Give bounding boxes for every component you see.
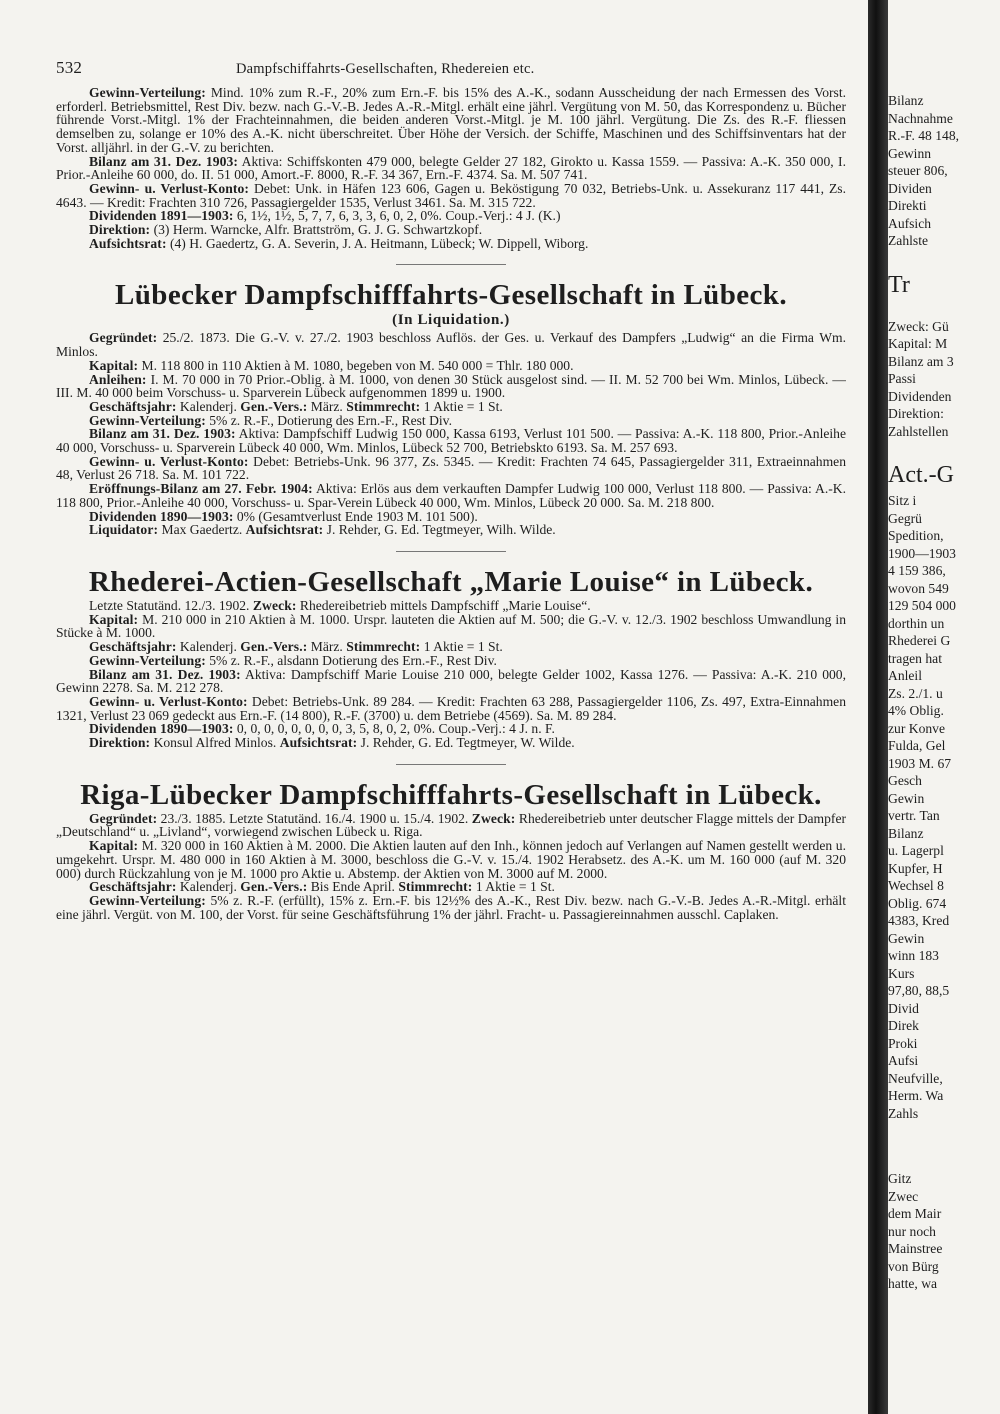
field-text: Aktiva: Schiffskonten 479 000, belegte Gelder 27 182, Girokto u. Kassa 1559. — Passiva: A.-K. 350 000, I. Prior.-Anleihe 60 000, do. II. 51 000, Amort.-F. 8000, R.-F. 34 367, Ern.-F. 4374. Sa. M. 507 741. bbox=[56, 153, 846, 183]
field-text: Mind. 10% zum R.-F., 20% zum Ern.-F. bis 15% des A.-K., sodann Ausscheidung der nach Ermessen des Vorst. erforderl. Betriebsmittel, Rest Div. bezw. nach G.-V.-B. Jedes A.-R.-Mitgl. erhält eine jährl. Vergütung von M. 50, das Korrespondenz u. Bücher führende Vorst.-Mitgl. 1% der Frachteinnahmen, die beiden anderen Vorst.-Mitgl. je M. 100 jährl. Vergütung. Die Zs. des R.-F. fliessen demselben zu, solange er 10% des A.-K. nicht überschreitet. Über Höhe der Versich. der Schiffe, Maschinen und des Schiffsinventars hat der Vorst. alljährl. in der G.-V. zu berichten. bbox=[56, 85, 846, 155]
entry-paragraph bbox=[56, 414, 846, 428]
field-label: Gewinn-Verteilung: bbox=[89, 652, 206, 668]
entry-paragraph bbox=[56, 237, 846, 251]
adjacent-line: tragen hat bbox=[888, 650, 942, 666]
adjacent-line: Kurs bbox=[888, 965, 915, 981]
field-text: 1 Aktie = 1 St. bbox=[420, 398, 503, 414]
field-label: Gen.-Vers.: bbox=[240, 879, 308, 895]
field-label: Kapital: bbox=[89, 611, 139, 627]
company-subtitle: (In Liquidation.) bbox=[392, 312, 510, 329]
field-label: Geschäftsjahr: bbox=[89, 398, 177, 414]
field-label: Dividenden 1890—1903: bbox=[89, 508, 234, 524]
adjacent-line: Dividen bbox=[888, 180, 932, 196]
adjacent-line: Sitz i bbox=[888, 493, 917, 508]
adjacent-line: Gewin bbox=[888, 930, 925, 946]
field-text: Letzte Statutänd. 12./3. 1902. bbox=[89, 597, 250, 613]
adjacent-line: winn 183 bbox=[888, 948, 939, 963]
adjacent-line: Zahlstellen bbox=[888, 423, 949, 439]
adjacent-line: steuer 806, bbox=[888, 163, 948, 178]
adjacent-line: Bilanz am 3 bbox=[888, 353, 954, 369]
adjacent-line: 1900—1903 bbox=[888, 545, 956, 561]
field-text: Konsul Alfred Minlos. bbox=[150, 735, 277, 751]
adjacent-line: Gewin bbox=[888, 790, 925, 806]
field-text: 5% z. R.-F. (erfüllt), 15% z. Ern.-F. bis 12½% des A.-K., Rest Div. bezw. nach G.-V.-B. Jedes A.-R.-Mitgl. erhält eine jährl. Vergüt. von M. 100, der Vorst. für seine Geschäftsführung 1% der jährl. Fracht- u. Passagiereinnahmen ausschl. Caplaken. bbox=[56, 892, 846, 922]
entry-paragraph bbox=[56, 455, 846, 482]
field-label: Direktion: bbox=[89, 735, 151, 751]
field-label: Bilanz am 31. Dez. 1903: bbox=[89, 153, 239, 169]
field-label: Dividenden 1890—1903: bbox=[89, 721, 234, 737]
adjacent-line: Bilanz bbox=[888, 825, 924, 841]
entry-paragraph bbox=[56, 894, 846, 921]
entry-paragraph bbox=[56, 523, 846, 537]
adjacent-line: 4% Oblig. bbox=[888, 703, 944, 718]
field-text: Kalenderj. bbox=[176, 398, 237, 414]
field-text: 5% z. R.-F., alsdann Dotierung des Ern.-F., Rest Div. bbox=[205, 652, 497, 668]
field-label: Bilanz am 31. Dez. 1903: bbox=[89, 426, 236, 442]
field-text: (3) Herm. Warncke, Alfr. Brattström, G. J. G. Schwartzkopf. bbox=[150, 222, 483, 238]
field-label: Direktion: bbox=[89, 222, 151, 238]
field-text: 23./3. 1885. Letzte Statutänd. 16./4. 1900 u. 15./4. 1902. bbox=[157, 810, 469, 826]
field-label: Zweck: bbox=[471, 810, 516, 826]
adjacent-line: Zahls bbox=[888, 1105, 919, 1121]
adjacent-line: Aufsich bbox=[888, 215, 932, 231]
running-head: Dampfschiffahrts-Gesellschaften, Rhedereien etc. bbox=[236, 61, 535, 77]
entry-paragraph bbox=[56, 654, 846, 668]
field-text: Debet: Unk. in Häfen 123 606, Gagen u. Beköstigung 70 032, Betriebs-Unk. u. Assekuranz 117 441, Zs. 4643. — Kredit: Frachten 310 726, Passagiergelder 1535, Verlust 3461. Sa. M. 315 722. bbox=[56, 180, 846, 210]
field-text: J. Rehder, G. Ed. Tegtmeyer, Wilh. Wilde. bbox=[323, 522, 556, 538]
field-text: 6, 1½, 1½, 5, 7, 7, 6, 3, 3, 6, 0, 2, 0%. Coup.-Verj.: 4 J. (K.) bbox=[233, 208, 561, 224]
field-text: 5% z. R.-F., Dotierung des Ern.-F., Rest Div. bbox=[205, 412, 452, 428]
adjacent-gap bbox=[888, 250, 1000, 266]
entry-paragraph bbox=[56, 209, 846, 223]
adjacent-line: Gitz bbox=[888, 1171, 912, 1186]
field-text: März. bbox=[307, 398, 343, 414]
field-label: Geschäftsjahr: bbox=[89, 639, 177, 655]
entry-paragraph bbox=[56, 331, 846, 358]
page-number: 532 bbox=[56, 58, 83, 77]
adjacent-line: von Bürg bbox=[888, 1258, 939, 1274]
sections bbox=[56, 264, 846, 921]
field-label: Gen.-Vers.: bbox=[240, 639, 308, 655]
adjacent-line: Neufville, bbox=[888, 1070, 943, 1086]
field-text: Rhedereibetrieb mittels Dampfschiff „Marie Louise“. bbox=[296, 597, 591, 613]
adjacent-gap bbox=[888, 1154, 1000, 1170]
entry-paragraph bbox=[56, 223, 846, 237]
adjacent-line: Rhederei G bbox=[888, 633, 951, 648]
field-label: Gewinn- u. Verlust-Konto: bbox=[89, 693, 248, 709]
adjacent-line: Proki bbox=[888, 1035, 918, 1051]
adjacent-line: Passi bbox=[888, 371, 916, 386]
adjacent-line: Gesch bbox=[888, 773, 922, 788]
field-label: Liquidator: bbox=[89, 522, 159, 538]
continuation-entry bbox=[56, 86, 846, 250]
adjacent-line: Fulda, Gel bbox=[888, 738, 946, 753]
field-text: M. 320 000 in 160 Aktien à M. 2000. Die Aktien lauten auf den Inh., können jedoch auf Verlangen auf Namen gestellt werden u. umgekehrt. Urspr. M. 480 000 in 160 Aktien à M. 3000, beschloss die G.-V. v. 15./4. 1902 Herabsetz. des A.-K. um M. 160 000 (auf M. 320 000) durch Rückzahlung von je M. 1000 pro Aktie u. Abstemp. der Aktien von M. 3000 auf M. 2000. bbox=[56, 838, 846, 881]
adjacent-line: 4 159 386, bbox=[888, 563, 946, 578]
adjacent-line: Direktion: bbox=[888, 406, 944, 421]
field-text: Aktiva: Dampfschiff Marie Louise 210 000, belegte Gelder 1002, Kassa 1276. — Passiva: A.-K. 210 000, Gewinn 2278. Sa. M. 212 278. bbox=[56, 666, 846, 696]
entry-paragraph bbox=[56, 359, 846, 373]
adjacent-line: 4383, Kred bbox=[888, 913, 950, 928]
field-text: Aktiva: Erlös aus dem verkauften Dampfer Ludwig 100 000, Verlust 118 800. — Passiva: A.-K. 118 800, Prior.-Anleihe 40 000, Vorschuss- u. Spar-Verein Lübeck 40 000, Wm. Minlos, Lübeck 20 000. Sa. M. 218 800. bbox=[56, 481, 846, 510]
field-label: Stimmrecht: bbox=[398, 879, 473, 895]
adjacent-line: Gegrü bbox=[888, 510, 922, 526]
adjacent-page-fragment bbox=[888, 92, 1000, 1414]
adjacent-line: nur noch bbox=[888, 1223, 936, 1239]
adjacent-line: zur Konve bbox=[888, 720, 945, 736]
adjacent-line: Dividenden bbox=[888, 388, 952, 404]
field-label: Kapital: bbox=[89, 838, 139, 854]
field-label: Gegründet: bbox=[89, 330, 158, 346]
entry-paragraph bbox=[56, 482, 846, 509]
field-text: 0, 0, 0, 0, 0, 0, 0, 0, 3, 5, 8, 0, 2, 0%. Coup.-Verj.: 4 J. n. F. bbox=[233, 721, 555, 737]
field-text: März. bbox=[307, 639, 343, 655]
entry-paragraph bbox=[56, 400, 846, 414]
adjacent-line: Gewinn bbox=[888, 145, 932, 161]
company-entry bbox=[56, 778, 846, 922]
entry-paragraph bbox=[56, 613, 846, 640]
adjacent-line: u. Lagerpl bbox=[888, 843, 944, 858]
adjacent-gap bbox=[888, 302, 1000, 318]
adjacent-line: Divid bbox=[888, 1000, 919, 1016]
entry-paragraph bbox=[56, 510, 846, 524]
main-column bbox=[56, 58, 846, 1408]
adjacent-line: Herm. Wa bbox=[888, 1088, 944, 1103]
field-label: Gewinn-Verteilung: bbox=[89, 412, 206, 428]
field-label: Stimmrecht: bbox=[346, 639, 421, 655]
field-label: Dividenden 1891—1903: bbox=[89, 208, 234, 224]
adjacent-line: Mainstree bbox=[888, 1241, 943, 1256]
adjacent-line: Nachnahme bbox=[888, 110, 953, 126]
field-label: Gen.-Vers.: bbox=[240, 398, 308, 414]
adjacent-line: Kapital: M bbox=[888, 336, 948, 351]
company-title: Rhederei-Actien-Gesellschaft „Marie Louise“ in Lübeck. bbox=[88, 565, 814, 598]
adjacent-line: Oblig. 674 bbox=[888, 895, 947, 911]
field-text: M. 118 800 in 110 Aktien à M. 1080, begeben von M. 540 000 = Thlr. 180 000. bbox=[138, 357, 574, 373]
adjacent-line: 97,80, 88,5 bbox=[888, 983, 950, 998]
adjacent-line: Zweck: Gü bbox=[888, 318, 949, 334]
entry-paragraph bbox=[56, 155, 846, 182]
field-label: Gewinn-Verteilung: bbox=[89, 85, 206, 100]
adjacent-line: Aufsi bbox=[888, 1053, 919, 1068]
entry-paragraph bbox=[56, 86, 846, 155]
adjacent-line: Direk bbox=[888, 1018, 919, 1033]
adjacent-gap bbox=[888, 440, 1000, 456]
field-text: 1 Aktie = 1 St. bbox=[420, 639, 503, 655]
entry-paragraph bbox=[56, 640, 846, 654]
field-label: Zweck: bbox=[252, 597, 297, 613]
section-divider bbox=[396, 764, 506, 765]
field-text: 1 Aktie = 1 St. bbox=[472, 879, 555, 895]
field-label: Aufsichtsrat: bbox=[89, 235, 167, 251]
field-text: 25./2. 1873. Die G.-V. v. 27./2. 1903 beschloss Auflös. der Ges. u. Verkauf des Dampfers „Ludwig“ an die Firma Wm. Minlos. bbox=[56, 330, 846, 360]
adjacent-line: Zahlste bbox=[888, 233, 929, 248]
field-text: Debet: Betriebs-Unk. 89 284. — Kredit: Frachten 63 288, Passagiergelder 1106, Zs. 497, Extra-Einnahmen 1321, Verlust 23 069 gedeckt aus Ern.-F. (14 800), R.-F. (3700) u. dem Betriebe (4569). Sa. M. 89 284. bbox=[56, 693, 846, 723]
field-text: I. M. 70 000 in 70 Prior.-Oblig. à M. 1000, von denen 30 Stück ausgelost sind. — II. M. 52 700 bei Wm. Minlos, Lübeck. — III. M. 40 000 beim Vorschuss- u. Sparverein Lübeck aufgenommen 1899 u. 1900. bbox=[56, 371, 846, 401]
entry-paragraph bbox=[56, 722, 846, 736]
field-label: Eröffnungs-Bilanz am 27. Febr. 1904: bbox=[89, 481, 313, 497]
company-entry bbox=[56, 565, 846, 750]
adjacent-line: Bilanz bbox=[888, 93, 924, 108]
field-text: 0% (Gesamtverlust Ende 1903 M. 101 500). bbox=[233, 508, 478, 524]
company-title: Lübecker Dampfschifffahrts-Gesellschaft in Lübeck. bbox=[115, 279, 787, 312]
field-label: Gegründet: bbox=[89, 810, 158, 826]
company-entry bbox=[56, 278, 846, 537]
adjacent-line: Act.-G bbox=[888, 462, 954, 488]
page-header bbox=[56, 58, 846, 86]
adjacent-line: 129 504 000 bbox=[888, 598, 956, 613]
field-label: Gewinn- u. Verlust-Konto: bbox=[89, 180, 250, 196]
entry-paragraph bbox=[56, 812, 846, 839]
adjacent-line: Direkti bbox=[888, 198, 927, 213]
adjacent-line: 1903 M. 67 bbox=[888, 755, 952, 771]
field-label: Gewinn- u. Verlust-Konto: bbox=[89, 453, 249, 469]
adjacent-line: dem Mair bbox=[888, 1206, 942, 1221]
adjacent-line: Zwec bbox=[888, 1188, 919, 1204]
field-label: Aufsichtsrat: bbox=[245, 522, 324, 538]
field-text: Kalenderj. bbox=[176, 879, 237, 895]
entry-paragraph bbox=[56, 599, 846, 613]
adjacent-line: Wechsel 8 bbox=[888, 878, 944, 893]
section-divider bbox=[396, 551, 506, 552]
adjacent-line: Kupfer, H bbox=[888, 860, 943, 876]
field-text: Debet: Betriebs-Unk. 96 377, Zs. 5345. — Kredit: Frachten 74 645, Passagiergelder 311, Extraeinnahmen 48, Verlust 26 718. Sa. M. 101 722. bbox=[56, 453, 846, 483]
adjacent-line: Spedition, bbox=[888, 528, 944, 543]
entry-paragraph bbox=[56, 695, 846, 722]
field-label: Bilanz am 31. Dez. 1903: bbox=[89, 666, 241, 682]
field-text: M. 210 000 in 210 Aktien à M. 1000. Urspr. lauteten die Aktien auf M. 500; die G.-V. v. 12./3. 1902 beschloss Umwandlung in Stücke à M. 1000. bbox=[56, 611, 846, 641]
adjacent-line: R.-F. 48 148, bbox=[888, 128, 960, 143]
adjacent-gap bbox=[888, 1122, 1000, 1138]
field-label: Stimmrecht: bbox=[346, 398, 421, 414]
adjacent-line: Tr bbox=[888, 271, 910, 298]
field-label: Geschäftsjahr: bbox=[89, 879, 177, 895]
entry-paragraph bbox=[56, 373, 846, 400]
field-text: Max Gaedertz. bbox=[158, 522, 243, 538]
field-label: Aufsichtsrat: bbox=[279, 735, 358, 751]
field-text: Kalenderj. bbox=[176, 639, 237, 655]
company-title: Riga-Lübecker Dampfschifffahrts-Gesellschaft in Lübeck. bbox=[80, 778, 822, 811]
adjacent-line: Anleil bbox=[888, 668, 922, 683]
field-label: Gewinn-Verteilung: bbox=[89, 892, 206, 908]
field-label: Kapital: bbox=[89, 357, 139, 373]
field-text: J. Rehder, G. Ed. Tegtmeyer, W. Wilde. bbox=[357, 735, 575, 751]
field-text: Bis Ende April. bbox=[307, 879, 395, 895]
adjacent-line: hatte, wa bbox=[888, 1276, 938, 1291]
adjacent-line: wovon 549 bbox=[888, 580, 949, 596]
book-gutter bbox=[868, 0, 888, 1414]
entry-paragraph bbox=[56, 736, 846, 750]
section-divider bbox=[396, 264, 506, 265]
entry-paragraph bbox=[56, 839, 846, 880]
adjacent-line: Zs. 2./1. u bbox=[888, 685, 943, 701]
entry-paragraph bbox=[56, 668, 846, 695]
field-label: Anleihen: bbox=[89, 371, 147, 387]
adjacent-line: vertr. Tan bbox=[888, 808, 940, 823]
entry-paragraph bbox=[56, 427, 846, 454]
adjacent-line: dorthin un bbox=[888, 615, 945, 631]
adjacent-gap bbox=[888, 1138, 1000, 1154]
field-text: (4) H. Gaedertz, G. A. Severin, J. A. Heitmann, Lübeck; W. Dippell, Wiborg. bbox=[166, 235, 589, 251]
field-text: Aktiva: Dampfschiff Ludwig 150 000, Kassa 6193, Verlust 101 500. — Passiva: A.-K. 118 800, Prior.-Anleihe 40 000, Vorschuss- u. Sparverein Lübeck 40 000, Wm. Minlos, Lübeck 52 700, Betriebskto 6193. Sa. M. 257 693. bbox=[56, 426, 846, 456]
entry-paragraph bbox=[56, 182, 846, 209]
entry-paragraph bbox=[56, 880, 846, 894]
field-text: Rhedereibetrieb unter deutscher Flagge mittels der Dampfer „Deutschland“ u. „Livland“, vorwiegend zwischen Lübeck u. Riga. bbox=[56, 810, 846, 840]
